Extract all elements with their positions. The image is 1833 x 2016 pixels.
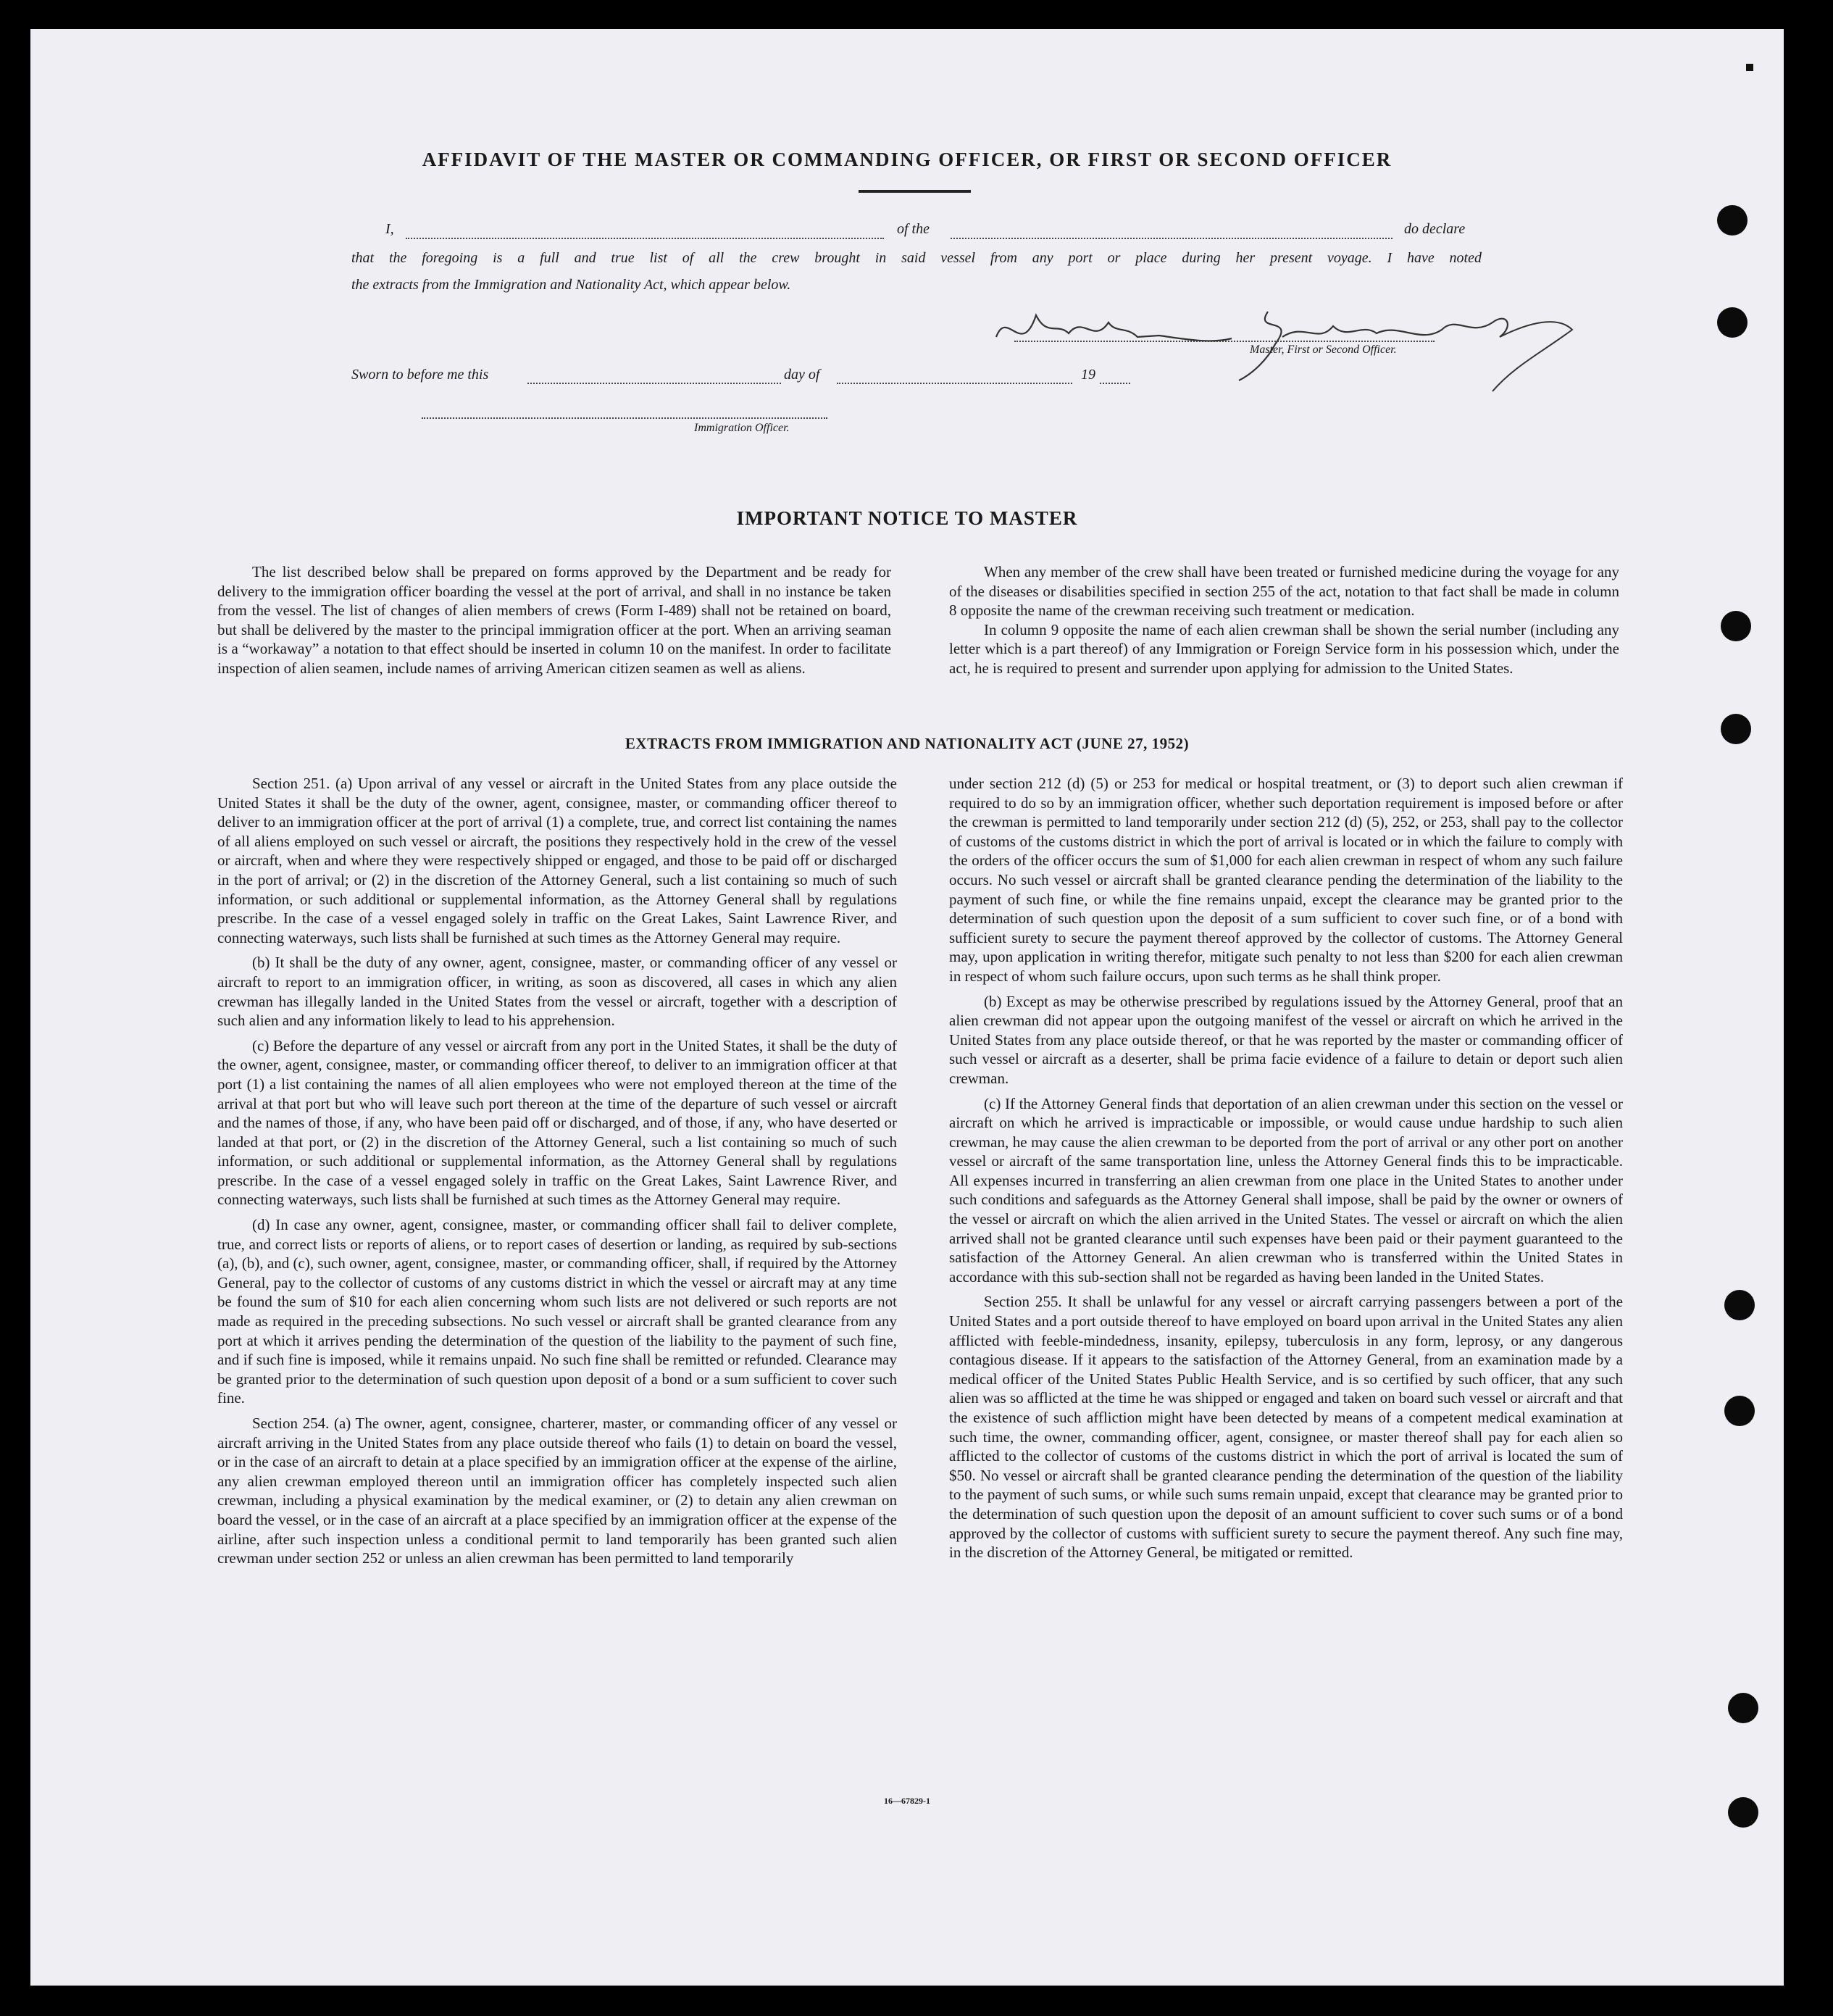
sworn-month-blank[interactable]: [837, 383, 1072, 384]
punch-hole: [1721, 714, 1751, 744]
of-the-label: of the: [897, 221, 930, 237]
sworn-label: Sworn to before me this: [351, 367, 489, 383]
punch-hole: [1724, 1290, 1755, 1320]
punch-hole: [1717, 307, 1748, 338]
affidavit-line-3: the extracts from the Immigration and Nationality Act, which appear below.: [351, 277, 791, 293]
punch-hole: [1717, 205, 1748, 236]
section-251-a: Section 251. (a) Upon arrival of any vessel or aircraft in the United States from any place outside the United States it shall be the duty of the owner, agent, consignee, master, or commanding officer thereof to deliver to an immigration officer at the port of arrival (1) a complete, true, and correct list containing the names of all aliens employed on such vessel or aircraft, the positions they respectively hold in the crew of the vessel or aircraft, when and where they were respectively shipped or engaged, and those to be paid off or discharged in the port of arrival; or (2) in the discretion of the Attorney General, such a list containing so much of such information, or such additional or supplemental information, as the Attorney General shall by regulations prescribe. In the case of a vessel engaged solely in traffic on the Great Lakes, Saint Lawrence River, and connecting waterways, such lists shall be furnished at such times as the Attorney General may require.: [217, 775, 897, 946]
do-declare-label: do declare: [1404, 221, 1466, 237]
section-254-a: Section 254. (a) The owner, agent, consignee, charterer, master, or commanding officer of any vessel or aircraft arriving in the United States from any place outside thereof who fails (1) to detain on board the vessel, or in the case of an aircraft to detain at a place specified by an immigration officer at the expense of the airline, any alien crewman employed thereon until an immigration officer has completely inspected such alien crewman, including a physical examination by the medical examiner, or (2) to detain any alien crewman on board the vessel, or in the case of an aircraft at a place specified by an immigration officer at the expense of the airline, after such inspection unless a conditional permit to land temporarily has been granted such alien crewman under section 252 or unless an alien crewman has been permitted to land temporarily: [217, 1415, 897, 1567]
year-label: 19: [1081, 367, 1095, 383]
punch-hole: [1724, 1396, 1755, 1426]
extracts-left-column: [217, 774, 897, 1574]
master-label: Master, First or Second Officer.: [1250, 343, 1397, 356]
day-of-label: day of: [784, 367, 820, 383]
extracts-right-column: [949, 774, 1623, 1568]
section-251-d: (d) In case any owner, agent, consignee, master, or commanding officer shall fail to deliver complete, true, and correct lists or reports of aliens, or to report cases of desertion or landing, as required by sub-sections (a), (b), and (c), such owner, agent, consignee, master, or commanding officer, shall, if required by the Attorney General, pay to the collector of customs of any customs district in which the vessel or aircraft may at any time be found the sum of $10 for each alien concerning whom such lists are not delivered or such reports are not made as required in the preceding subsections. No such vessel or aircraft shall be granted clearance from any port at which it arrives pending the determination of the question of the liability to the payment of such fine, and if such fine is imposed, while it remains unpaid. No such fine shall be remitted or refunded. Clearance may be granted prior to the determination of such question upon deposit of a bond or a sum sufficient to cover such fine.: [217, 1216, 897, 1407]
officer-signature-line[interactable]: [422, 417, 827, 419]
punch-hole: [1728, 1797, 1758, 1828]
affidavit-line-2: that the foregoing is a full and true list of all the crew brought in said vessel from any port or place during her present voyage. I have noted: [351, 250, 1482, 266]
section-251-c: (c) Before the departure of any vessel or aircraft from any port in the United States, it shall be the duty of the owner, agent, consignee, master, or commanding officer thereof, to deliver to an immigration officer at that port (1) a list containing the names of all alien employees who were not employed thereon at the time of the arrival at that port but who will leave such port thereon at the time of the departure of such vessel or aircraft and the names of those, if any, who have been paid off or discharged, and of those, if any, who have deserted or landed at that port, or (2) in the discretion of the Attorney General, such a list containing so much of such information, or such additional or supplemental information, as the Attorney General shall by regulations prescribe. In the case of a vessel engaged solely in traffic on the Great Lakes, Saint Lawrence River, and connecting waterways, such lists shall be furnished at such times as the Attorney General may require.: [217, 1036, 897, 1209]
sworn-day-blank[interactable]: [527, 383, 781, 384]
master-signature-line: [1014, 341, 1435, 342]
section-254-b: (b) Except as may be otherwise prescribed by regulations issued by the Attorney General, proof that an alien crewman did not appear upon the outgoing manifest of the vessel or aircraft on which he arrived in the United States from any place outside thereof, or that he was reported by the master or commanding officer of such vessel or aircraft as a deserter, shall be prima facie evidence of a failure to detain or deport such alien crewman.: [949, 992, 1623, 1087]
year-blank[interactable]: [1100, 383, 1130, 384]
corner-mark: [1746, 64, 1753, 71]
i-label: I,: [385, 221, 394, 237]
notice-left-column: [217, 562, 891, 684]
punch-hole: [1728, 1693, 1758, 1723]
title-rule: [859, 190, 971, 193]
name-blank[interactable]: [406, 238, 884, 239]
punch-hole: [1721, 611, 1751, 641]
section-251-b: (b) It shall be the duty of any owner, agent, consignee, master, or commanding officer of any vessel or aircraft to report to an immigration officer, in writing, as soon as discovered, all cases in which any alien crewman has illegally landed in the United States from the vessel or aircraft, together with a description of such alien and any information likely to lead to his apprehension.: [217, 954, 897, 1030]
extracts-title: EXTRACTS FROM IMMIGRATION AND NATIONALITY ACT (JUNE 27, 1952): [625, 735, 1190, 752]
section-255: Section 255. It shall be unlawful for any vessel or aircraft carrying passengers between a port of the United States and a port outside thereof to have employed on board upon arrival in the United States any alien afflicted with feeble-mindedness, insanity, epilepsy, tuberculosis in any form, leprosy, or any dangerous contagious disease. If it appears to the satisfaction of the Attorney General, from an examination made by a medical officer of the United States Public Health Service, and is so certified by such officer, that any such alien was so afflicted at the time he was shipped or engaged and taken on board such vessel or aircraft and that the existence of such affliction might have been detected by means of a competent medical examination at such time, the owner, commanding officer, agent, consignee, or master thereof shall pay for each alien so afflicted to the collector of customs of the customs district in which the port of arrival is located the sum of $50. No vessel or aircraft shall be granted clearance pending the determination of the question of the liability to the payment of such sums, or while such sums remain unpaid, except that clearance may be granted prior to the determination of such question upon the deposit of an amount sufficient to cover such sums or of a bond approved by the collector of customs with sufficient surety to secure the payment thereof. Any such fine may, in the discretion of the Attorney General, be mitigated or remitted.: [949, 1293, 1623, 1562]
notice-right-column: [949, 562, 1619, 684]
section-254-a-continued: under section 212 (d) (5) or 253 for medical or hospital treatment, or (3) to deport such alien crewman if required to do so by an immigration officer, whether such deportation requirement is imposed before or after the crewman is permitted to land temporarily under section 212 (d) (5), 252, or 253, shall pay to the collector of customs of the customs district in which the port of arrival is located or in which the failure to comply with the orders of the officer occurs the sum of $1,000 for each alien crewman in respect of whom any such failure occurs. No such vessel or aircraft shall be granted clearance pending the determination of the liability to the payment of such fine, or while the fine remains unpaid, except the clearance may be granted prior to the determination of such question upon the deposit of a sum sufficient to cover such fine, or of a bond with sufficient surety to secure the payment thereof approved by the collector of customs. The Attorney General may, upon application in writing therefor, mitigate such penalty to not less than $200 for each alien crewman in respect of whom such failure occurs, upon such terms as he shall think proper.: [949, 775, 1623, 985]
form-code: 16—67829-1: [884, 1796, 930, 1806]
notice-right-paragraph-2: In column 9 opposite the name of each alien crewman shall be shown the serial number (including any letter which is a part thereof) of any Immigration or Foreign Service form in his possession which, under the act, he is required to present and surrender upon applying for admission to the United States.: [949, 620, 1619, 677]
section-254-c: (c) If the Attorney General finds that deportation of an alien crewman under this section on the vessel or aircraft on which he arrived is impracticable or impossible, or would cause undue hardship to such alien crewman, he may cause the alien crewman to be deported from the port of arrival or any other port on another vessel or aircraft of the same transportation line, unless the Attorney General finds this to be impracticable. All expenses incurred in transferring an alien crewman from one place in the United States to another under such conditions and safeguards as the Attorney General shall impose, shall be paid by the owner or owners of the vessel or aircraft on which the alien arrived in the United States. The vessel or aircraft on which the alien arrived shall not be granted clearance until such expenses have been paid or their payment guaranteed to the satisfaction of the Attorney General. An alien crewman who is transferred within the United States in accordance with this sub-section shall not be regarded as having been landed in the United States.: [949, 1094, 1623, 1286]
notice-title: IMPORTANT NOTICE TO MASTER: [736, 507, 1078, 529]
notice-right-paragraph-1: When any member of the crew shall have been treated or furnished medicine during the voyage for any of the diseases or disabilities specified in section 255 of the act, notation to that fact shall be made in column 8 opposite the name of the crewman receiving such treatment or medication.: [949, 563, 1619, 620]
notice-left-paragraph: The list described below shall be prepared on forms approved by the Department and be ready for delivery to the immigration officer boarding the vessel at the port of arrival, and shall in no instance be taken from the vessel. The list of changes of alien members of crews (Form I-489) shall not be retained on board, but shall be delivered by the master to the principal immigration officer at the port. When an arriving seaman is a “workaway” a notation to that effect should be inserted in column 10 on the manifest. In order to facilitate inspection of alien seamen, include names of arriving American citizen seamen as well as aliens.: [217, 563, 891, 677]
vessel-blank[interactable]: [951, 238, 1393, 239]
affidavit-title: AFFIDAVIT OF THE MASTER OR COMMANDING OFFICER, OR FIRST OR SECOND OFFICER: [422, 149, 1393, 170]
officer-label: Immigration Officer.: [694, 422, 790, 434]
